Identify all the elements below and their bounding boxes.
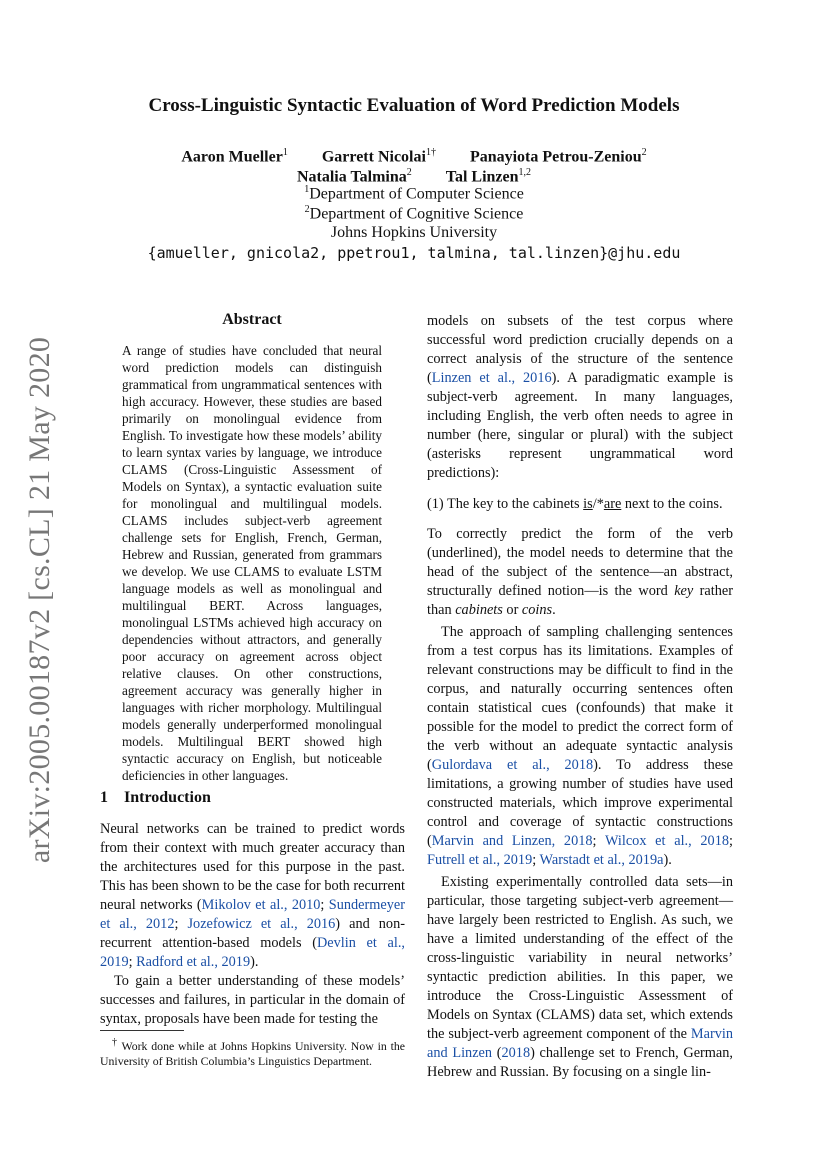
author-name: Aaron Mueller: [181, 148, 283, 166]
citation-link[interactable]: Mikolov et al., 2010: [201, 897, 321, 913]
author-affiliation-mark: 1†: [425, 147, 436, 158]
section-title: Introduction: [124, 789, 211, 806]
author-affiliation-mark: 1,2: [518, 167, 532, 178]
intro-left-column: [100, 820, 405, 1029]
citation-link[interactable]: Marvin and Linzen: [427, 1026, 733, 1061]
affiliation-2: $^2$Department of Cognitive Science: [304, 204, 524, 223]
citation-link[interactable]: Sundermeyer et al., 2012: [100, 897, 406, 932]
author-name: Tal Linzen: [445, 168, 519, 186]
intro-right-column: [427, 312, 733, 1082]
footnote-mark: †: [112, 1037, 118, 1048]
author-name: Panayiota Petrou-Zeniou: [469, 148, 642, 166]
paragraph: The approach of sampling challenging sentences from a test corpus has its limitations. Examples of relevant constructions may be difficult to find in the corpus, and naturally occurring sentences often contain statistical cues (confounds) that make it possible for the model to predict the correct form of the verb without an adequate syntactic analysis (Gulordava et al., 2018). To address these limitations, a growing number of studies have used constructed materials, which improve experimental control and coverage of syntactic constructions (Marvin and Linzen, 2018; Wilcox et al., 2018; Futrell et al., 2019; Warstadt et al., 2019a).: [427, 624, 733, 868]
section-heading-introduction: [100, 789, 211, 807]
abstract-text: A range of studies have concluded that neural word prediction models can distinguish grammatical from ungrammatical sentences with high accuracy. However, these studies are based primarily on monolingual evidence from English. To investigate how these models’ ability to learn syntax varies by language, we introduce CLAMS (Cross-Linguistic Assessment of Models on Syntax), a syntactic evaluation suite for monolingual and multilingual models. CLAMS includes subject-verb agreement challenge sets for English, French, German, Hebrew and Russian, generated from grammars we develop. We use CLAMS to evaluate LSTM language models as well as monolingual and multilingual BERT. Across languages, monolingual LSTMs achieved high accuracy on dependencies without attractors, and generally poor accuracy on agreement across object relative clauses. On other constructions, agreement accuracy was generally higher in languages with richer morphology. Multilingual models generally underperformed monolingual models. Multilingual BERT showed high syntactic accuracy on English, but noticeable deficiencies in other languages.: [122, 343, 382, 783]
author-line-1: [0, 147, 828, 166]
citation-link[interactable]: Radford et al., 2019: [136, 954, 251, 970]
author-name: Natalia Talmina: [296, 168, 407, 186]
paragraph: To gain a better understanding of these models’ successes and failures, in particular in the domain of syntax, proposals have been made for testing the: [100, 973, 405, 1027]
example-sentence: (1) The key to the cabinets is/*are next to the coins.: [427, 496, 723, 512]
citation-link[interactable]: Devlin et al., 2019: [100, 935, 405, 970]
citation-link[interactable]: Linzen et al., 2016: [431, 370, 552, 386]
citation-link[interactable]: 2018: [501, 1045, 531, 1061]
arxiv-identifier: arXiv:2005.00187v2 [cs.CL] 21 May 2020: [23, 336, 56, 864]
section-number: 1: [100, 789, 108, 806]
paper-title: Cross-Linguistic Syntactic Evaluation of Word Prediction Models: [148, 95, 680, 116]
author-name: Garrett Nicolai: [321, 148, 426, 166]
author-affiliation-mark: 1: [282, 147, 288, 158]
paragraph: Neural networks can be trained to predict words from their context with much greater accuracy than the architectures used for this purpose in the past. This has been shown to be the case for both recurrent neural networks (Mikolov et al., 2010; Sundermeyer et al., 2012; Jozefowicz et al., 2016) and non-recurrent attention-based models (Devlin et al., 2019; Radford et al., 2019).: [100, 821, 406, 970]
author-emails: {amueller, gnicola2, ppetrou1, talmina, tal.linzen}@jhu.edu: [147, 244, 681, 262]
affiliation-3: Johns Hopkins University: [330, 224, 498, 241]
citation-link[interactable]: Warstadt et al., 2019a: [539, 852, 664, 868]
affiliation-1: $^1$Department of Computer Science: [304, 184, 524, 203]
citation-link[interactable]: Gulordava et al., 2018: [431, 757, 594, 773]
arxiv-sideband: [20, 320, 60, 880]
underlined-verb: are: [603, 496, 622, 512]
underlined-verb: is: [583, 496, 593, 512]
citation-link[interactable]: Jozefowicz et al., 2016: [187, 916, 336, 932]
author-affiliation-mark: 2: [641, 147, 647, 158]
footnote-divider: [100, 1030, 184, 1031]
paragraph: models on subsets of the test corpus where successful word prediction crucially depends on a correct analysis of the structure of the sentence (Linzen et al., 2016). A paradigmatic example is subject-verb agreement. In many languages, including English, the verb often needs to agree in number (here, singular or plural) with the subject (asterisks represent ungrammatical word predictions):: [427, 313, 734, 481]
abstract-heading: Abstract: [222, 311, 282, 328]
citation-link[interactable]: Marvin and Linzen, 2018: [431, 833, 593, 849]
citation-link[interactable]: Wilcox et al., 2018: [604, 833, 729, 849]
author-affiliation-mark: 2: [406, 167, 412, 178]
paragraph: Existing experimentally controlled data sets—in particular, those targeting subject-verb agreement—have largely been restricted to English. As such, we have a limited understanding of the effect of the cross-linguistic variability in neural networks’ syntactic prediction abilities. In this paper, we introduce the Cross-Linguistic Assessment of Models on Syntax (CLAMS) data set, which extends the subject-verb agreement component of the Marvin and Linzen (2018) challenge set to French, German, Hebrew and Russian. By focusing on a single lin-: [427, 874, 733, 1080]
citation-link[interactable]: Futrell et al., 2019: [427, 852, 533, 868]
paragraph: To correctly predict the form of the verb (underlined), the model needs to determine that the head of the subject of the sentence—an abstract, structurally defined notion—is the word key rather than cabinets or coins.: [427, 526, 733, 618]
footnote: † Work done while at Johns Hopkins University. Now in the University of British Columbia’s Linguistics Department.: [100, 1037, 405, 1068]
